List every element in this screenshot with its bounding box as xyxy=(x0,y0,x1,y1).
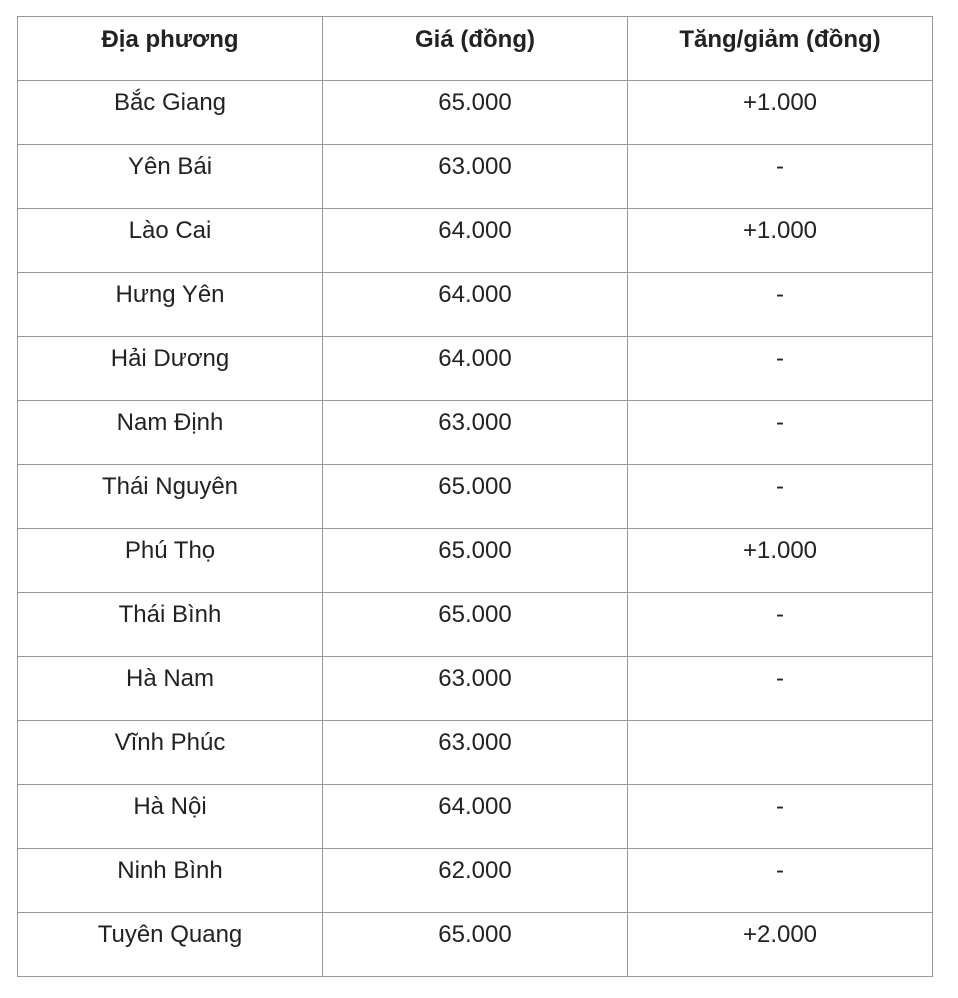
cell-change: +1.000 xyxy=(628,529,933,593)
cell-change: - xyxy=(628,593,933,657)
cell-change: - xyxy=(628,145,933,209)
table-row xyxy=(18,273,933,337)
cell-change: - xyxy=(628,337,933,401)
cell-price: 64.000 xyxy=(323,209,628,273)
cell-price: 65.000 xyxy=(323,593,628,657)
cell-location: Phú Thọ xyxy=(18,529,323,593)
cell-location: Thái Nguyên xyxy=(18,465,323,529)
table-row xyxy=(18,337,933,401)
table-row xyxy=(18,209,933,273)
cell-price: 63.000 xyxy=(323,721,628,785)
cell-price: 63.000 xyxy=(323,401,628,465)
cell-location: Hà Nội xyxy=(18,785,323,849)
table-body xyxy=(18,81,933,977)
cell-location: Ninh Bình xyxy=(18,849,323,913)
cell-price: 65.000 xyxy=(323,913,628,977)
cell-location: Bắc Giang xyxy=(18,81,323,145)
header-row xyxy=(18,17,933,81)
table-row xyxy=(18,465,933,529)
table-row xyxy=(18,593,933,657)
cell-location: Yên Bái xyxy=(18,145,323,209)
cell-price: 65.000 xyxy=(323,529,628,593)
table-row xyxy=(18,529,933,593)
header-price: Giá (đồng) xyxy=(323,17,628,81)
table-row xyxy=(18,81,933,145)
cell-price: 62.000 xyxy=(323,849,628,913)
cell-price: 64.000 xyxy=(323,273,628,337)
cell-price: 63.000 xyxy=(323,145,628,209)
cell-change: - xyxy=(628,657,933,721)
table-row xyxy=(18,145,933,209)
cell-location: Hà Nam xyxy=(18,657,323,721)
cell-location: Lào Cai xyxy=(18,209,323,273)
cell-change xyxy=(628,721,933,785)
table-row xyxy=(18,721,933,785)
cell-change: +1.000 xyxy=(628,209,933,273)
cell-change: - xyxy=(628,273,933,337)
cell-location: Tuyên Quang xyxy=(18,913,323,977)
cell-location: Vĩnh Phúc xyxy=(18,721,323,785)
cell-location: Hải Dương xyxy=(18,337,323,401)
table-row xyxy=(18,401,933,465)
cell-price: 64.000 xyxy=(323,785,628,849)
cell-change: +1.000 xyxy=(628,81,933,145)
price-table xyxy=(17,16,933,977)
cell-price: 65.000 xyxy=(323,465,628,529)
table-header xyxy=(18,17,933,81)
cell-price: 63.000 xyxy=(323,657,628,721)
table-row xyxy=(18,785,933,849)
cell-change: - xyxy=(628,849,933,913)
table-row xyxy=(18,657,933,721)
cell-price: 65.000 xyxy=(323,81,628,145)
cell-location: Hưng Yên xyxy=(18,273,323,337)
header-change: Tăng/giảm (đồng) xyxy=(628,17,933,81)
header-location: Địa phương xyxy=(18,17,323,81)
cell-change: - xyxy=(628,465,933,529)
table-row xyxy=(18,849,933,913)
cell-change: - xyxy=(628,401,933,465)
cell-location: Thái Bình xyxy=(18,593,323,657)
cell-change: - xyxy=(628,785,933,849)
cell-change: +2.000 xyxy=(628,913,933,977)
table-row xyxy=(18,913,933,977)
cell-price: 64.000 xyxy=(323,337,628,401)
cell-location: Nam Định xyxy=(18,401,323,465)
